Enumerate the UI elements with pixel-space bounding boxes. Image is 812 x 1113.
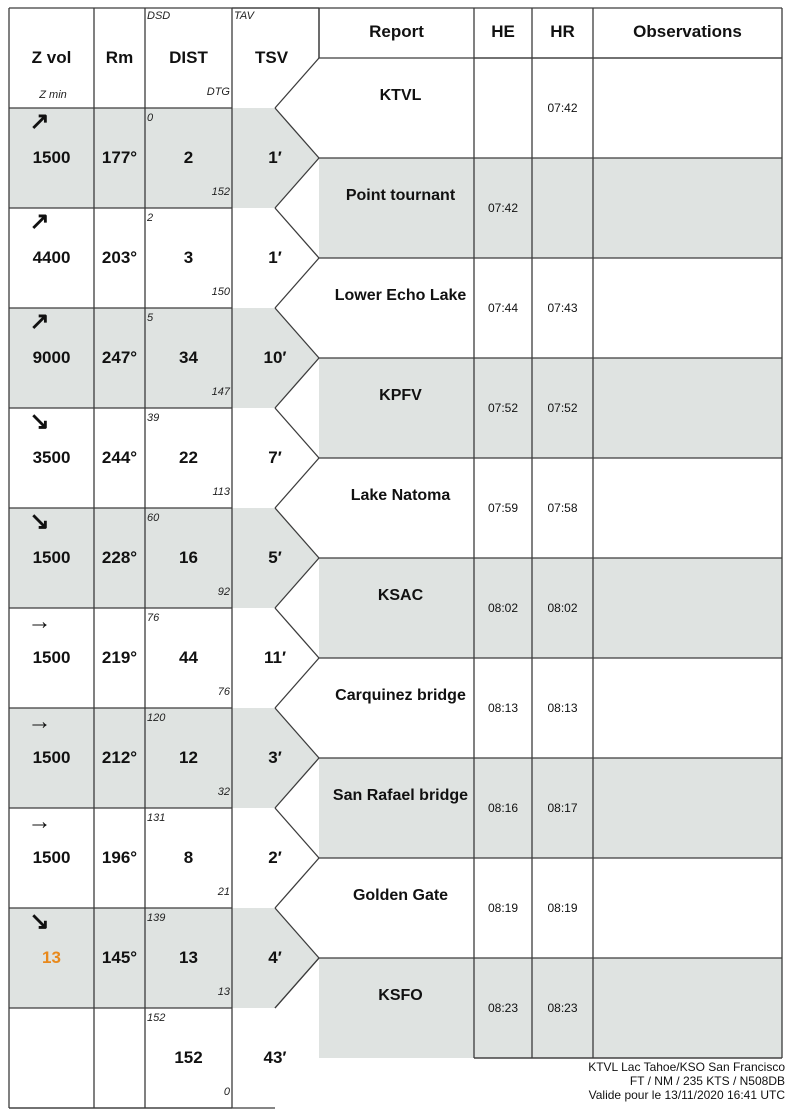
- climb-arrow-icon: ↘: [29, 408, 50, 435]
- leg-dtg: 32: [217, 786, 230, 798]
- header-rm: Rm: [105, 48, 134, 67]
- waypoint-actual-time: 08:13: [547, 701, 578, 715]
- leg-distance: 22: [179, 448, 198, 467]
- leg-time: 10′: [263, 348, 287, 367]
- leg-distance: 16: [179, 548, 198, 567]
- climb-arrow-icon: →: [27, 808, 52, 835]
- waypoint-observations-cell: [593, 458, 782, 558]
- leg-dsd: 76: [147, 612, 160, 624]
- leg-distance: 44: [179, 648, 198, 667]
- leg-magnetic-route: 177°: [101, 148, 138, 167]
- waypoint-name: Golden Gate: [352, 887, 449, 904]
- leg-magnetic-route: 244°: [101, 448, 138, 467]
- waypoint-name: KSFO: [378, 987, 423, 1004]
- climb-arrow-icon: ↘: [29, 508, 50, 535]
- waypoint-estimated-time: 08:19: [487, 901, 519, 915]
- header-report: Report: [369, 22, 424, 41]
- leg-altitude: 1500: [32, 748, 71, 767]
- waypoint-name: Carquinez bridge: [335, 687, 466, 704]
- leg-distance: 3: [183, 248, 194, 267]
- leg-altitude: 1500: [32, 848, 71, 867]
- leg-time: 5′: [268, 548, 282, 567]
- waypoint-name: Lower Echo Lake: [334, 287, 467, 304]
- leg-altitude: 1500: [32, 648, 71, 667]
- leg-dsd: 60: [147, 512, 160, 524]
- waypoint-observations-cell: [593, 258, 782, 358]
- footer: [520, 1060, 785, 1102]
- leg-magnetic-route: 203°: [101, 248, 138, 267]
- leg-magnetic-route: 228°: [101, 548, 138, 567]
- header-hr: HR: [550, 22, 575, 41]
- header-observations: Observations: [633, 22, 742, 41]
- leg-dsd: 131: [147, 812, 166, 824]
- climb-arrow-icon: →: [27, 608, 52, 635]
- waypoint-observations-cell: [593, 658, 782, 758]
- header-tav: TAV: [234, 10, 254, 22]
- climb-arrow-icon: ↘: [29, 908, 50, 935]
- total-dtg: 0: [223, 1086, 230, 1098]
- leg-magnetic-route: 219°: [101, 648, 138, 667]
- waypoint-estimated-time: 08:02: [487, 601, 519, 615]
- leg-distance: 8: [183, 848, 194, 867]
- total-time: 43′: [263, 1048, 287, 1067]
- leg-time: 1′: [268, 148, 282, 167]
- waypoint-observations-cell: [593, 58, 782, 158]
- leg-distance: 2: [183, 148, 194, 167]
- header-zmin: Z min: [39, 89, 67, 101]
- waypoint-actual-time: 08:19: [547, 901, 578, 915]
- leg-altitude: 4400: [32, 248, 71, 267]
- leg-time: 4′: [268, 948, 282, 967]
- leg-time: 1′: [268, 248, 282, 267]
- waypoint-name: Lake Natoma: [350, 487, 451, 504]
- leg-magnetic-route: 145°: [101, 948, 138, 967]
- leg-distance: 13: [179, 948, 198, 967]
- total-dsd: 152: [147, 1012, 166, 1024]
- waypoint-observations-cell: [593, 858, 782, 958]
- leg-altitude: 13: [42, 948, 61, 967]
- leg-altitude: 1500: [32, 548, 71, 567]
- header-zvol: Z vol: [31, 48, 72, 67]
- waypoint-actual-time: 08:02: [547, 601, 578, 615]
- waypoint-actual-time: 07:42: [547, 101, 578, 115]
- waypoint-observations-cell: [593, 558, 782, 658]
- header-dsd: DSD: [147, 10, 171, 22]
- header-he: HE: [491, 22, 515, 41]
- leg-dtg: 152: [211, 186, 230, 198]
- waypoint-actual-time: 08:23: [547, 1001, 578, 1015]
- leg-dsd: 2: [147, 212, 154, 224]
- leg-dtg: 21: [217, 886, 230, 898]
- header-dtg: DTG: [206, 86, 230, 98]
- footer-validity: Valide pour le 13/11/2020 16:41 UTC: [588, 1088, 785, 1102]
- leg-dsd: 5: [147, 312, 154, 324]
- leg-altitude: 1500: [32, 148, 71, 167]
- leg-dtg: 150: [211, 286, 230, 298]
- leg-dtg: 76: [217, 686, 230, 698]
- waypoint-actual-time: [532, 198, 593, 218]
- leg-dsd: 139: [147, 912, 166, 924]
- leg-dsd: 120: [147, 712, 166, 724]
- leg-dtg: 147: [211, 386, 230, 398]
- waypoint-name: San Rafael bridge: [332, 787, 469, 804]
- waypoint-estimated-time: 08:16: [487, 801, 519, 815]
- waypoint-estimated-time: 07:59: [487, 501, 519, 515]
- waypoint-estimated-time: 07:44: [487, 301, 519, 315]
- footer-route: KTVL Lac Tahoe/KSO San Francisco: [588, 1060, 785, 1074]
- waypoint-actual-time: 07:58: [547, 501, 578, 515]
- leg-magnetic-route: 196°: [101, 848, 138, 867]
- climb-arrow-icon: ↗: [29, 108, 50, 135]
- leg-distance: 34: [179, 348, 198, 367]
- leg-time: 2′: [268, 848, 282, 867]
- waypoint-estimated-time: 07:52: [487, 401, 519, 415]
- waypoint-name: KSAC: [377, 587, 424, 604]
- waypoint-name: Point tournant: [345, 187, 456, 204]
- waypoint-estimated-time: 07:42: [487, 201, 519, 215]
- leg-distance: 12: [179, 748, 198, 767]
- leg-altitude: 9000: [32, 348, 71, 367]
- total-distance: 152: [174, 1048, 203, 1067]
- waypoint-actual-time: 07:43: [547, 301, 578, 315]
- leg-magnetic-route: 212°: [101, 748, 138, 767]
- waypoint-actual-time: 07:52: [547, 401, 578, 415]
- climb-arrow-icon: ↗: [29, 308, 50, 335]
- leg-magnetic-route: 247°: [101, 348, 138, 367]
- waypoint-name: KPFV: [379, 387, 422, 404]
- leg-dtg: 13: [217, 986, 230, 998]
- waypoint-observations-cell: [593, 758, 782, 858]
- climb-arrow-icon: →: [27, 708, 52, 735]
- waypoint-observations-cell: [593, 958, 782, 1058]
- waypoint-estimated-time: 08:23: [487, 1001, 519, 1015]
- leg-dsd: 39: [147, 412, 160, 424]
- header-dist: DIST: [169, 48, 208, 67]
- waypoint-observations-cell: [593, 158, 782, 258]
- leg-dtg: 113: [212, 486, 230, 498]
- waypoint-estimated-time: 08:13: [487, 701, 519, 715]
- leg-time: 11′: [263, 648, 287, 667]
- climb-arrow-icon: ↗: [29, 208, 50, 235]
- leg-dtg: 92: [217, 586, 230, 598]
- leg-dsd: 0: [147, 112, 154, 124]
- footer-units: FT / NM / 235 KTS / N508DB: [629, 1074, 785, 1088]
- waypoint-name: KTVL: [379, 87, 422, 104]
- waypoint-actual-time: 08:17: [547, 801, 578, 815]
- waypoint-estimated-time: [474, 96, 532, 116]
- leg-altitude: 3500: [32, 448, 71, 467]
- leg-time: 3′: [268, 748, 282, 767]
- waypoint-observations-cell: [593, 358, 782, 458]
- leg-time: 7′: [268, 448, 282, 467]
- header-tsv: TSV: [254, 48, 289, 67]
